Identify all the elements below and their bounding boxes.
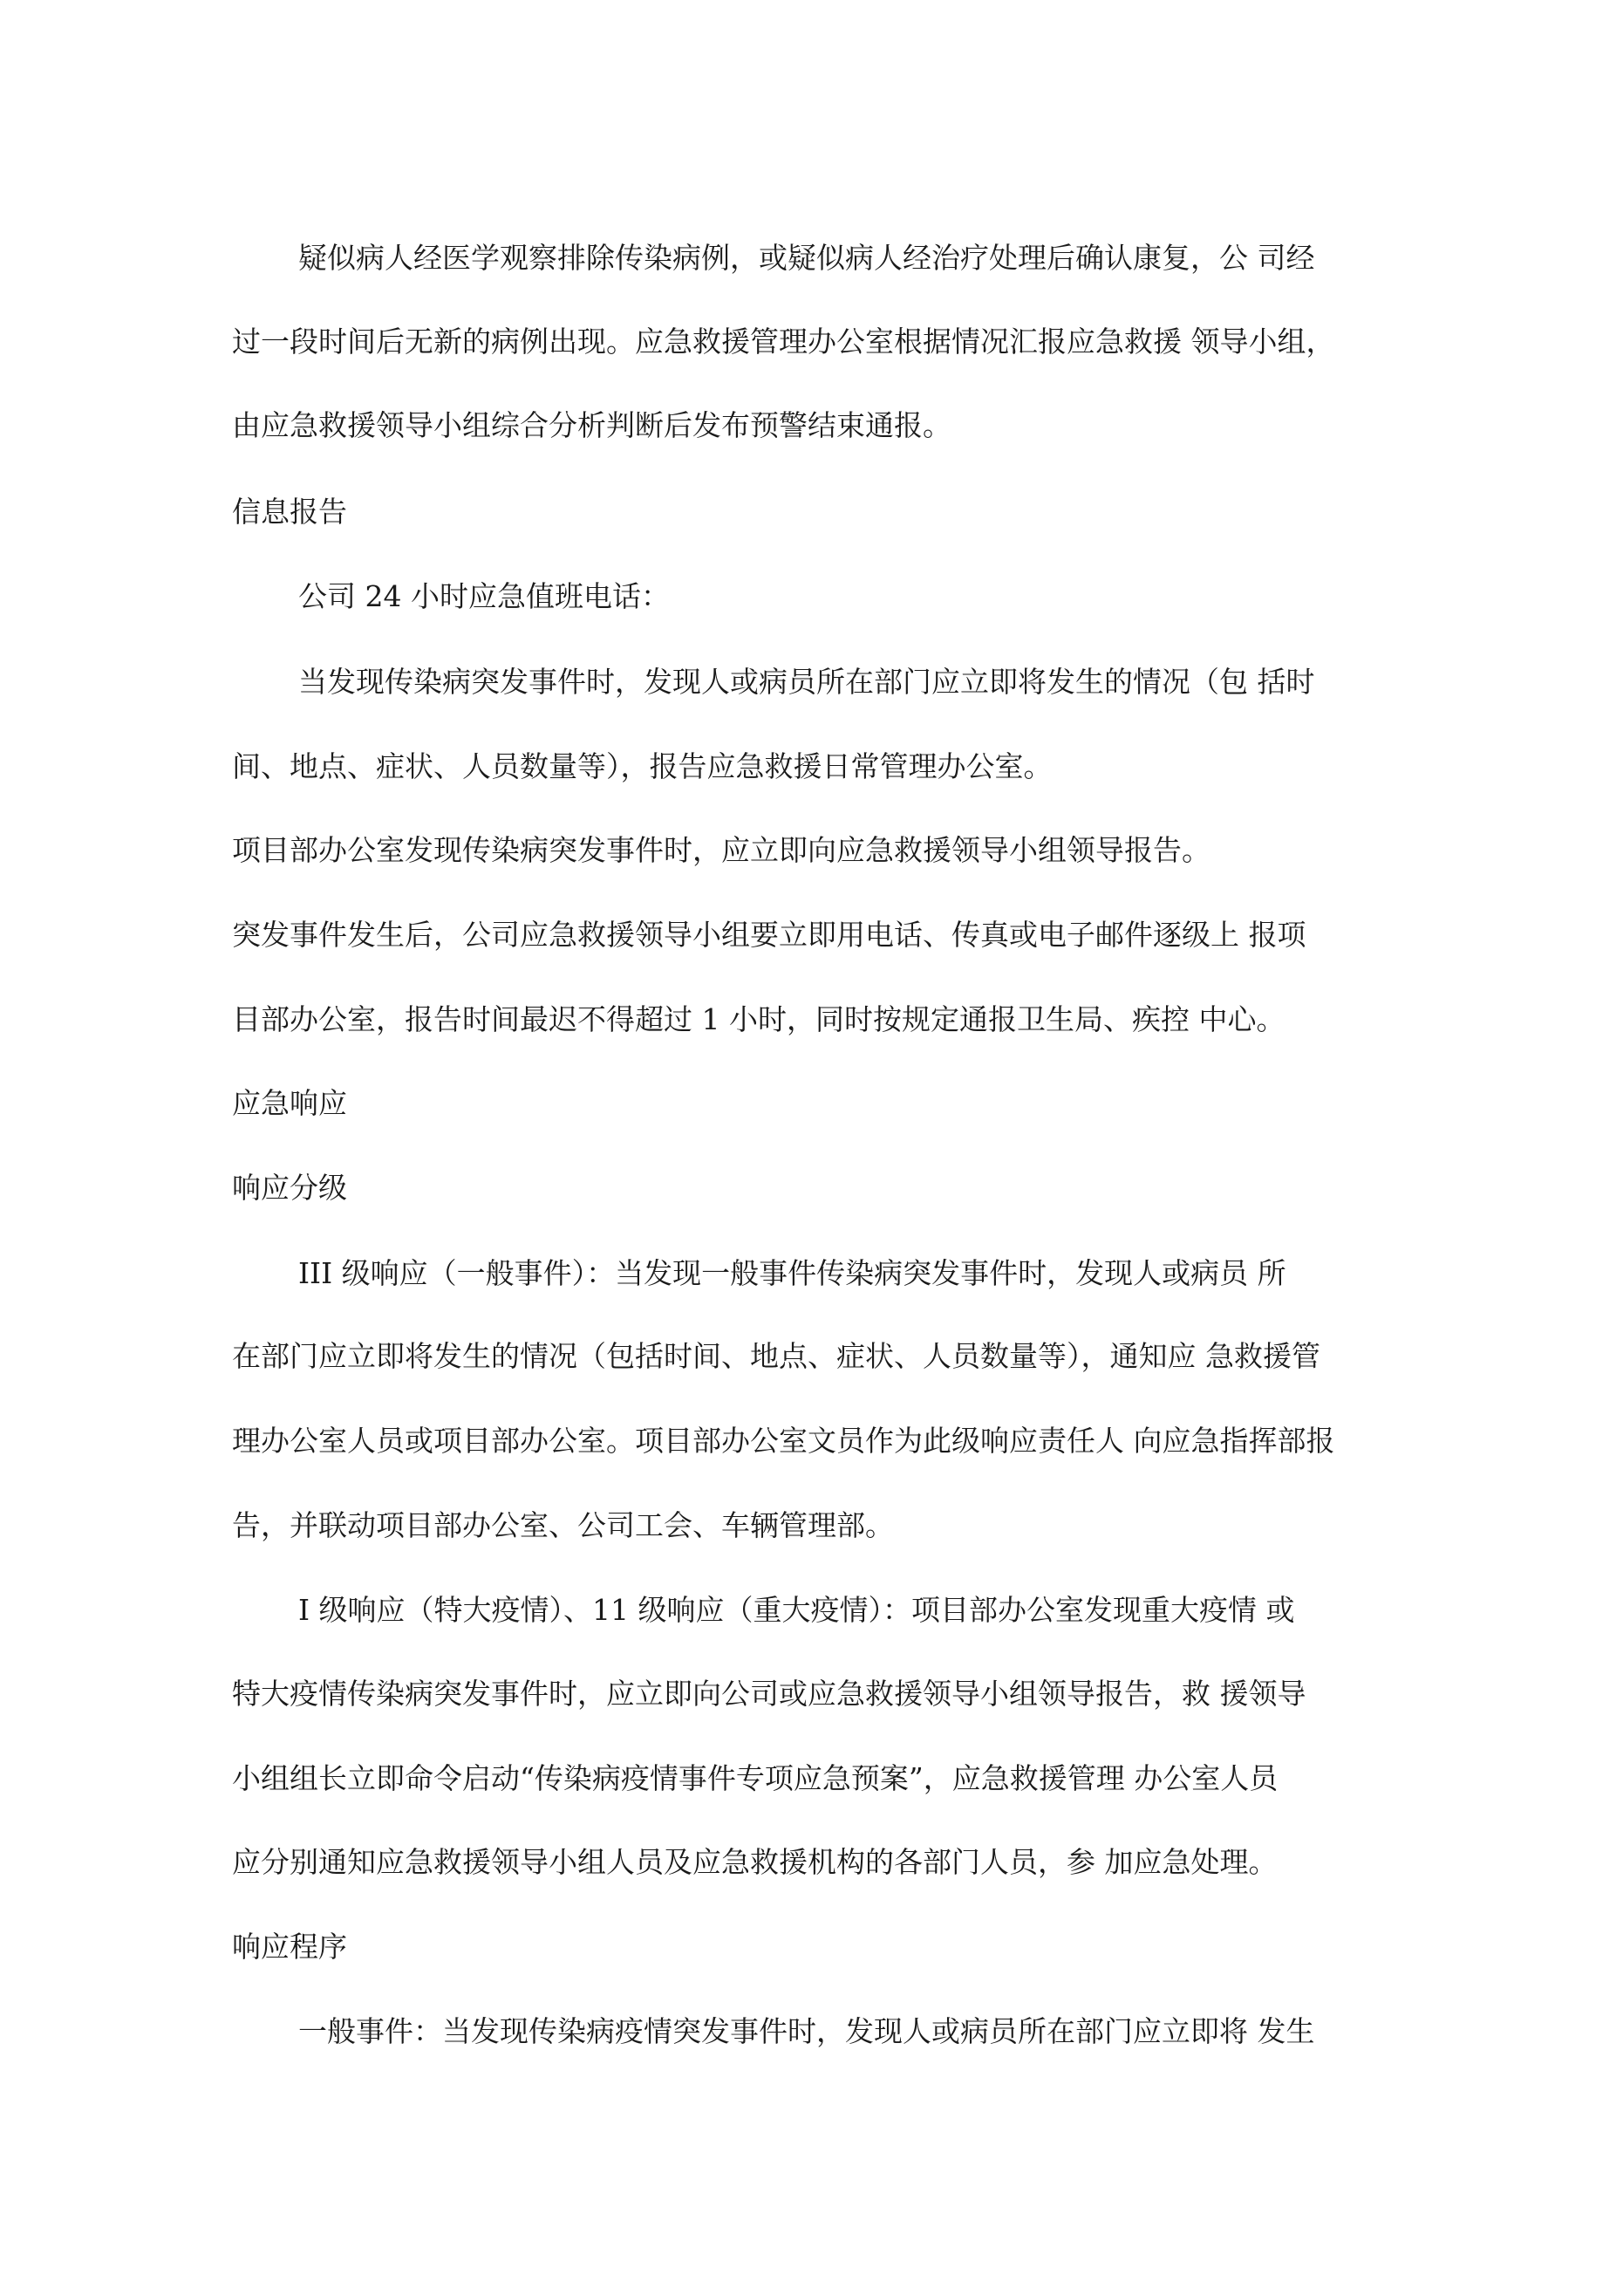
section-heading: 响应程序 xyxy=(232,1930,347,1964)
paragraph-line: 项目部办公室发现传染病突发事件时，应立即向应急救援领导小组领导报告。 xyxy=(232,833,1210,867)
paragraph-line: 过一段时间后无新的病例出现。应急救援管理办公室根据情况汇报应急救援 领导小组， xyxy=(232,325,1335,359)
paragraph-line: 当发现传染病突发事件时，发现人或病员所在部门应立即将发生的情况（包 括时 xyxy=(298,665,1315,699)
paragraph-line: 应分别通知应急救援领导小组人员及应急救援机构的各部门人员，参 加应急处理。 xyxy=(232,1845,1278,1879)
paragraph-line: 间、地点、症状、人员数量等），报告应急救援日常管理办公室。 xyxy=(232,749,1053,783)
paragraph-line: 由应急救援领导小组综合分析判断后发布预警结束通报。 xyxy=(232,408,951,442)
paragraph-line: 告，并联动项目部办公室、公司工会、车辆管理部。 xyxy=(232,1508,894,1542)
paragraph-line: 目部办公室，报告时间最迟不得超过 1 小时，同时按规定通报卫生局、疾控 中心。 xyxy=(232,1002,1285,1036)
section-heading: 响应分级 xyxy=(232,1171,347,1205)
paragraph-line: 疑似病人经医学观察排除传染病例，或疑似病人经治疗处理后确认康复，公 司经 xyxy=(298,241,1315,275)
paragraph-line: I 级响应（特大疫情）、11 级响应（重大疫情）：项目部办公室发现重大疫情 或 xyxy=(298,1593,1295,1627)
paragraph-line: 理办公室人员或项目部办公室。项目部办公室文员作为此级响应责任人 向应急指挥部报 xyxy=(232,1424,1335,1458)
paragraph-line: 特大疫情传染病突发事件时，应立即向公司或应急救援领导小组领导报告，救 援领导 xyxy=(232,1677,1306,1711)
section-heading: 信息报告 xyxy=(232,495,347,529)
paragraph-line: 公司 24 小时应急值班电话： xyxy=(298,579,670,613)
paragraph-line: 突发事件发生后，公司应急救援领导小组要立即用电话、传真或电子邮件逐级上 报项 xyxy=(232,918,1306,952)
paragraph-line: 一般事件：当发现传染病疫情突发事件时，发现人或病员所在部门应立即将 发生 xyxy=(298,2014,1315,2048)
paragraph-line: 小组组长立即命令启动“传染病疫情事件专项应急预案”，应急救援管理 办公室人员 xyxy=(232,1761,1279,1795)
section-heading: 应急响应 xyxy=(232,1086,347,1120)
paragraph-line: III 级响应（一般事件）：当发现一般事件传染病突发事件时，发现人或病员 所 xyxy=(298,1256,1286,1290)
paragraph-line: 在部门应立即将发生的情况（包括时间、地点、症状、人员数量等），通知应 急救援管 xyxy=(232,1339,1320,1373)
